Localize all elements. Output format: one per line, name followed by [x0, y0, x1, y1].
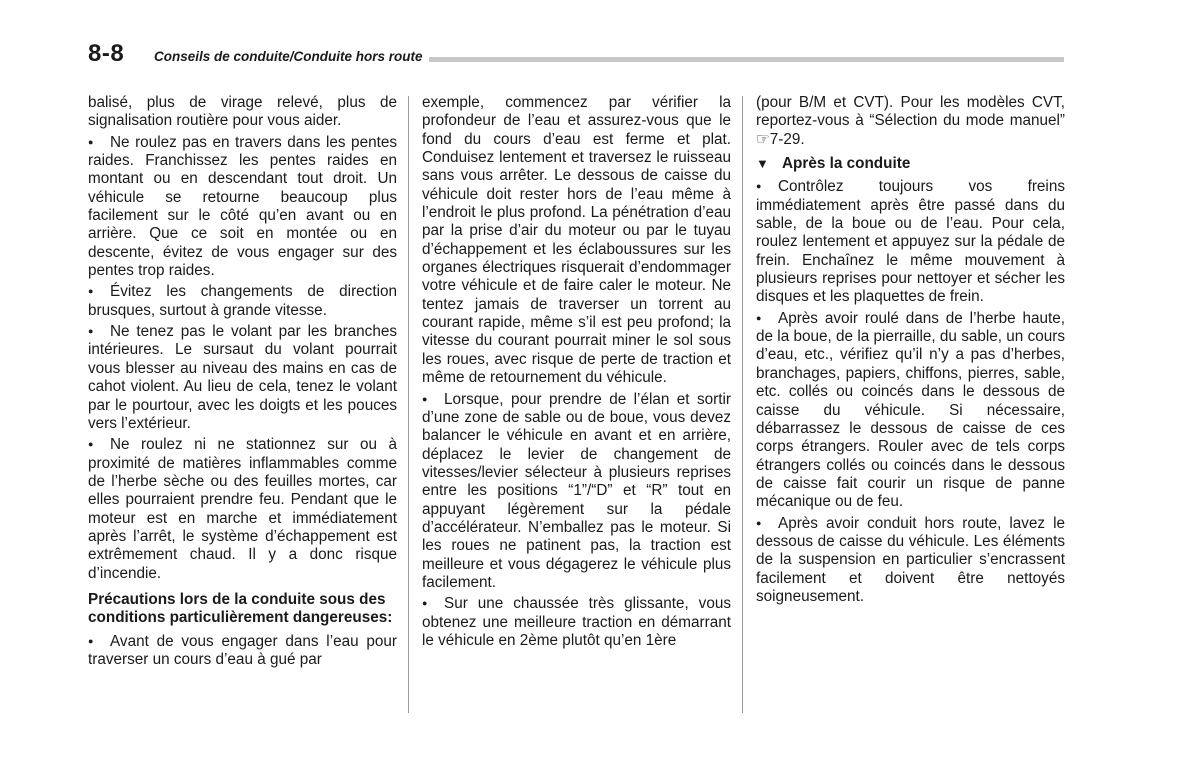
bullet-icon: ● — [88, 136, 94, 147]
bullet-item: ● Ne roulez pas en travers dans les pentes raides. Franchissez les pentes raides en montant ou en descendant tout droit. Un véhicule se retourne beaucoup plus facilement sur le côté qu’en avant ou en arrière. Que ce soit en montée ou en descente, évitez de vous engager sur des pentes trop raides. — [88, 133, 397, 280]
section-heading: ▼ Après la conduite — [756, 155, 911, 173]
paragraph: exemple, commencez par vérifier la profondeur de l’eau et assurez-vous que le fond du cours d’eau est ferme et plat. Conduisez lentement et traversez le ruisseau sans vous arrêter. Le dessous de caisse du véhicule doit rester hors de l’eau même à l’endroit le plus profond. La pénétration d’eau par la prise d’air du moteur ou par le tuyau d’échappement et les éclaboussures sur les organes électriques risquerait d’endommager votre véhicule et de faire caler le moteur. Ne tentez jamais de traverser un torrent au courant rapide, même s’il est peu profond; la vitesse du courant pourrait miner le sol sous les roues, avec risque de perte de traction et même de retournement du véhicule. — [422, 94, 731, 387]
bullet-icon: ● — [88, 439, 94, 450]
bullet-item: ● Ne roulez ni ne stationnez sur ou à proximité de matières inflammables comme de l’herbe sèche ou des feuilles mortes, car elles pourraient prendre feu. Pendant que le moteur est en marche et immédiatement après l’arrêt, le système d’échappement est extrêmement chaud. Il y a donc risque d’incendie. — [88, 436, 397, 582]
paragraph: (pour B/M et CVT). Pour les modèles CVT, reportez-vous à “Sélection du mode manuel” ☞7-29. — [756, 94, 1065, 148]
bullet-item: ● Évitez les changements de direction brusques, surtout à grande vitesse. — [88, 283, 397, 319]
page-number: 8-8 — [88, 40, 125, 67]
bullet-item: ● Après avoir conduit hors route, lavez le dessous de caisse du véhicule. Les éléments de la suspension en particulier s’encrassent facilement et doivent être nettoyés soigneusement. — [756, 514, 1065, 605]
bullet-icon: ● — [422, 598, 428, 609]
bullet-item: ● Sur une chaussée très glissante, vous obtenez une meilleure traction en démarrant le véhicule en 2ème plutôt qu’en 1ère — [422, 595, 731, 649]
section-title: Conseils de conduite/Conduite hors route — [154, 49, 429, 64]
bullet-icon: ● — [756, 517, 762, 528]
bullet-icon: ● — [88, 635, 94, 646]
page-header — [88, 40, 1064, 76]
subheading: Précautions lors de la conduite sous des conditions particulièrement dangereuses: — [88, 590, 393, 627]
triangle-icon: ▼ — [756, 156, 769, 172]
bullet-icon: ● — [756, 312, 762, 323]
bullet-icon: ● — [756, 181, 762, 192]
bullet-item: ● Avant de vous engager dans l’eau pour traverser un cours d’eau à gué par — [88, 632, 397, 668]
bullet-icon: ● — [88, 326, 94, 337]
bullet-item: ● Lorsque, pour prendre de l’élan et sortir d’une zone de sable ou de boue, vous devez balancer le véhicule en avant et en arrière, déplacez le levier de changement de vitesses/levier sélecteur à plusieurs reprises entre les positions “1”/“D” et “R” tout en appuyant légèrement sur la pédale d’accélérateur. N’emballez pas le moteur. Si les roues ne patinent pas, la traction est meilleure et vous dégagerez le véhicule plus facilement. — [422, 390, 731, 591]
column-2 — [422, 94, 731, 652]
column-3 — [756, 94, 1065, 608]
bullet-item: ● Ne tenez pas le volant par les branches intérieures. Le sursaut du volant pourrait vous blesser au niveau des mains en cas de cahot violent. Au lieu de cela, tenez le volant par le pourtour, avec les doigts et les pouces vers l’extérieur. — [88, 323, 397, 432]
bullet-icon: ● — [88, 286, 94, 297]
column-divider — [408, 96, 409, 713]
column-1 — [88, 94, 397, 671]
bullet-item: ● Contrôlez toujours vos freins immédiatement après être passé dans du sable, de la boue ou de l’eau. Pour cela, roulez lentement et appuyez sur la pédale de frein. Enchaînez le même mouvement à plusieurs reprises pour nettoyer et sécher les disques et les plaquettes de frein. — [756, 178, 1065, 306]
bullet-icon: ● — [422, 393, 428, 404]
column-divider — [742, 96, 743, 713]
paragraph: balisé, plus de virage relevé, plus de signalisation routière pour vous aider. — [88, 94, 397, 130]
bullet-item: ● Après avoir roulé dans de l’herbe haute, de la boue, de la pierraille, du sable, un cours d’eau, etc., vérifiez qu’il n’y a pas d’herbes, branchages, papiers, chiffons, pierres, sable, etc. collés ou coincés dans le dessous de caisse du véhicule. Si nécessaire, débarrassez le dessous de caisse de ces corps étrangers. Rouler avec de tels corps étrangers collés ou coincés dans le dessous de caisse fait courir un risque de panne mécanique ou de feu. — [756, 309, 1065, 511]
